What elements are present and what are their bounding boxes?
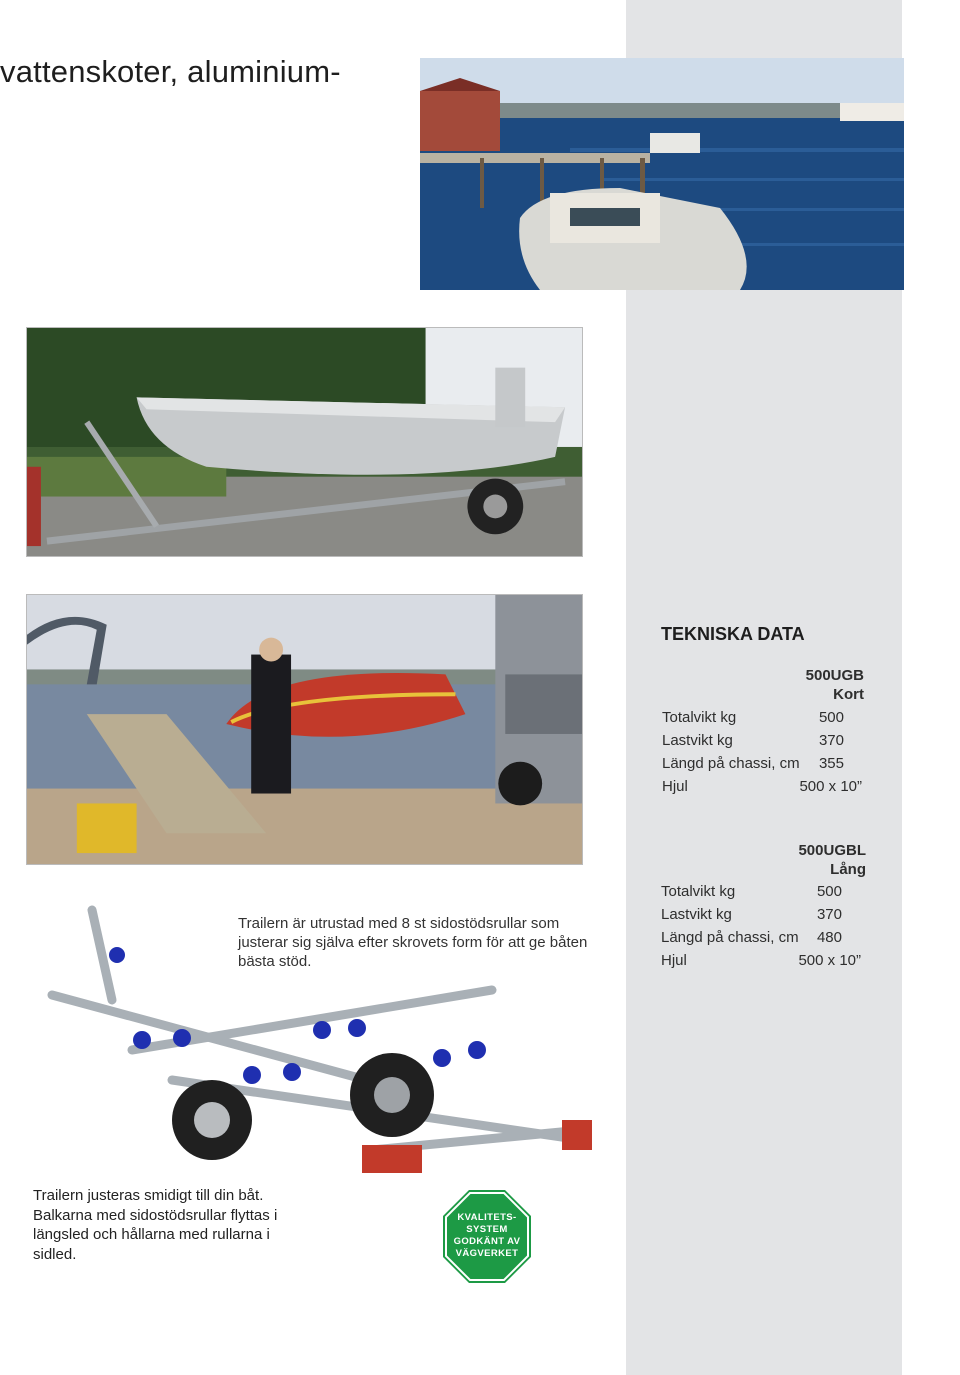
badge-text [442,1212,532,1260]
spec-value: 500 x 10” [799,778,862,795]
technical-data-heading: TEKNISKA DATA [661,624,805,644]
model-variant: Kort [833,685,864,703]
spec-label: Lastvikt kg [661,906,732,923]
spec-value: 500 [816,883,842,900]
spec-value: 500 x 10” [798,952,861,969]
spec-value: 370 [818,732,844,749]
spec-table-500ugb [662,667,864,797]
spec-row [661,883,842,903]
spec-label: Hjul [662,778,688,795]
spec-row [661,906,842,926]
adjustment-caption: Trailern justeras smidigt till din båt. Balkarna med sidostödsrullar flyttas i längsled och hållarna med rullarna i sidled. [33,1187,278,1263]
rollers-caption: Trailern är utrustad med 8 st sidostödsrullar som justerar sig själva efter skrovets form för att ge båten bästa stöd. [238,915,588,970]
spec-row [661,929,842,949]
model-code: 500UGB [805,667,864,684]
spec-row [662,732,844,752]
spec-row [662,755,844,775]
badge-line: SYSTEM [466,1224,508,1235]
harbour-photo [420,58,904,290]
spec-value: 355 [818,755,844,772]
spec-label: Hjul [661,952,687,969]
model-heading [761,842,866,879]
badge-line: KVALITETS- [457,1212,517,1223]
model-heading [762,667,864,704]
spec-value: 480 [816,929,842,946]
quality-approval-badge [442,1189,532,1284]
spec-row [662,709,844,729]
page-title: vattenskoter, aluminium- [0,54,341,89]
spec-value: 500 [818,709,844,726]
spec-row [661,952,861,972]
spec-label: Lastvikt kg [662,732,733,749]
spec-label: Längd på chassi, cm [662,755,800,772]
badge-line: GODKÄNT AV [453,1236,521,1247]
spec-table-500ugbl [661,842,866,972]
inflatable-boat-photo [26,594,583,865]
model-variant: Lång [830,860,866,878]
model-code: 500UGBL [798,842,866,859]
spec-label: Längd på chassi, cm [661,929,799,946]
aluminium-boat-trailer-photo [26,327,583,557]
badge-line: VÄGVERKET [455,1248,519,1259]
spec-label: Totalvikt kg [662,709,737,726]
spec-label: Totalvikt kg [661,883,736,900]
spec-value: 370 [816,906,842,923]
spec-row [662,778,862,798]
